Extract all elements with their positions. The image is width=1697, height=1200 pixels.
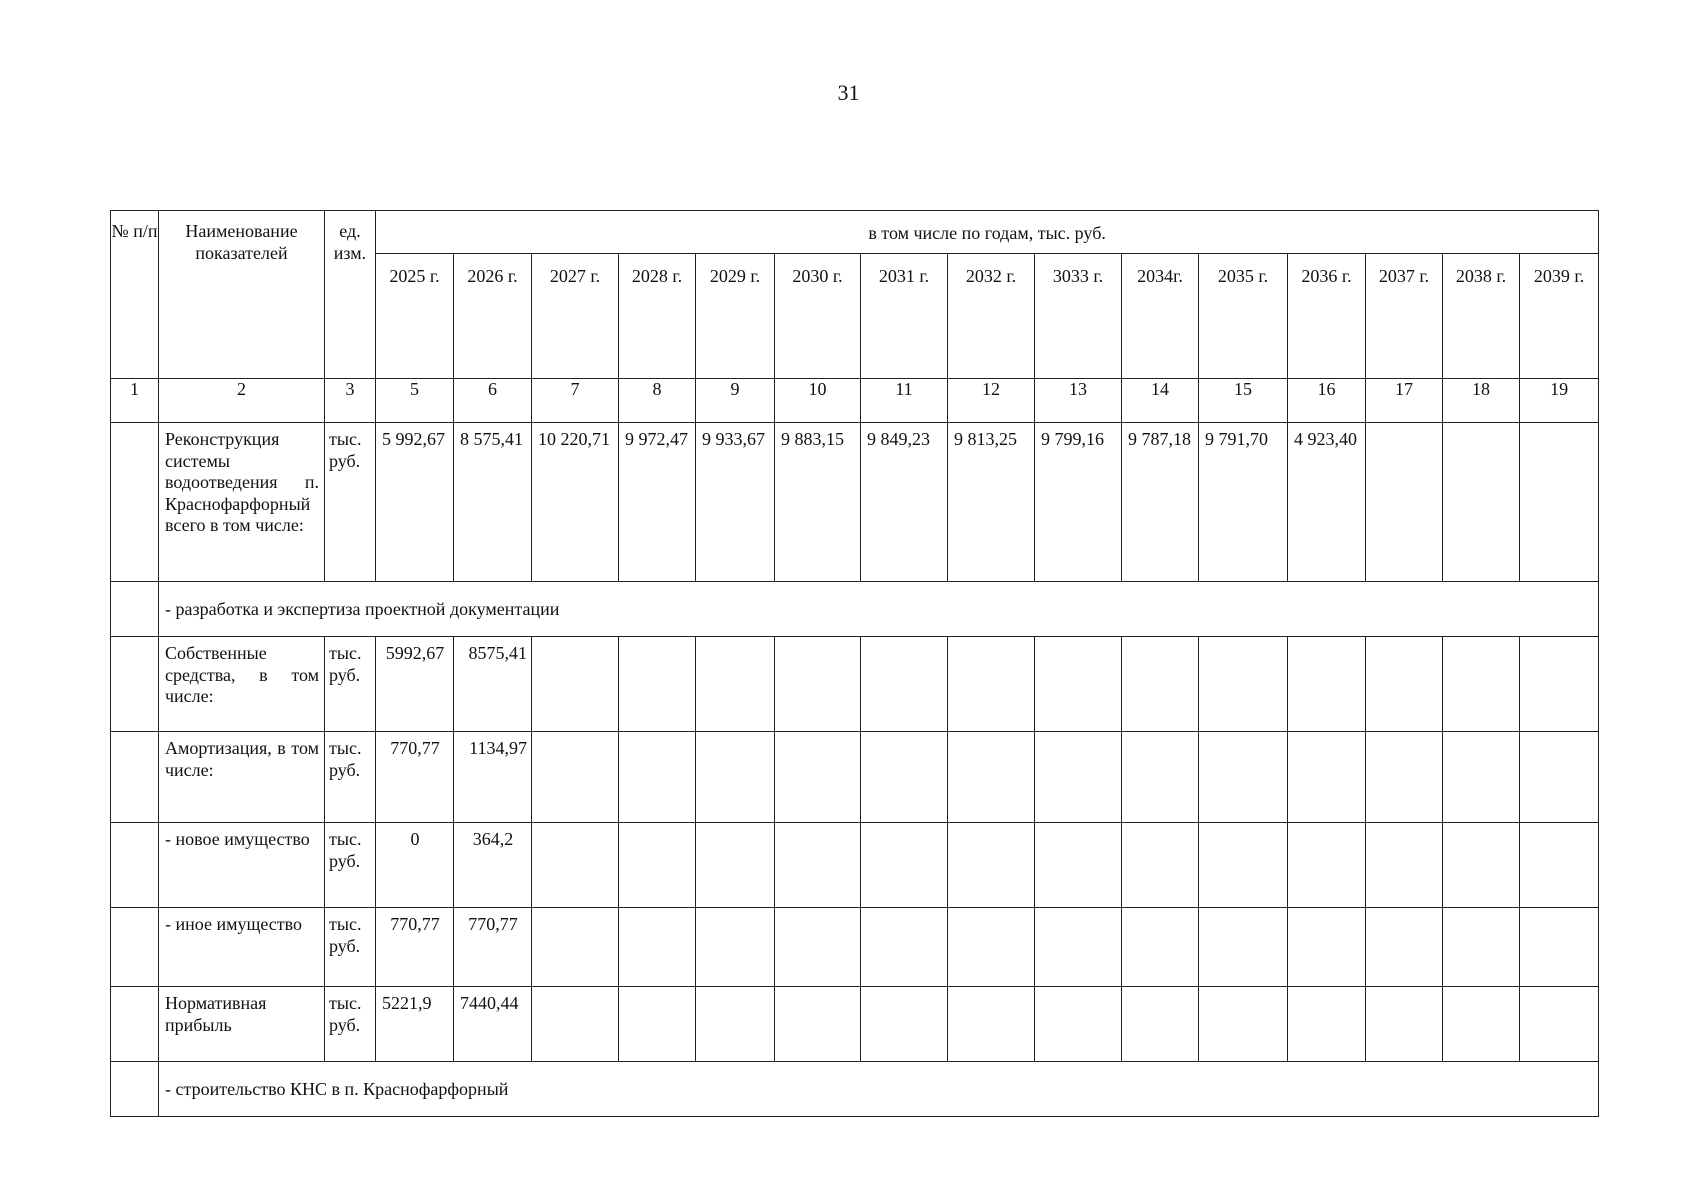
row-number-cell (111, 423, 159, 582)
row-unit: тыс. руб. (325, 732, 376, 823)
value-cell: 10 220,71 (532, 423, 619, 582)
row-number-cell (111, 732, 159, 823)
row-unit: тыс. руб. (325, 823, 376, 908)
empty-cell (696, 732, 775, 823)
year-header: 2037 г. (1366, 254, 1443, 379)
empty-cell (1366, 908, 1443, 987)
empty-cell (696, 908, 775, 987)
value-cell (1366, 423, 1443, 582)
year-header: 2035 г. (1199, 254, 1288, 379)
empty-cell (1199, 823, 1288, 908)
row-number-cell (111, 987, 159, 1062)
empty-cell (1520, 908, 1599, 987)
header-years-caption: в том числе по годам, тыс. руб. (376, 211, 1599, 254)
table-row (111, 823, 1599, 908)
empty-cell (948, 908, 1035, 987)
table-row (111, 987, 1599, 1062)
empty-cell (1366, 823, 1443, 908)
value-cell: 8575,41 (454, 637, 532, 732)
empty-cell (948, 637, 1035, 732)
header-name: Наименование показателей (159, 211, 325, 379)
column-number: 18 (1443, 379, 1520, 423)
row-number-cell (111, 582, 159, 637)
value-cell: 8 575,41 (454, 423, 532, 582)
empty-cell (1443, 908, 1520, 987)
empty-cell (1288, 732, 1366, 823)
empty-cell (696, 823, 775, 908)
empty-cell (1122, 637, 1199, 732)
empty-cell (619, 908, 696, 987)
empty-cell (948, 987, 1035, 1062)
column-number: 16 (1288, 379, 1366, 423)
row-name: Реконструкция системы водоотведения п. Краснофарфорный всего в том числе: (159, 423, 325, 582)
value-cell: 9 787,18 (1122, 423, 1199, 582)
column-number: 3 (325, 379, 376, 423)
year-header: 2038 г. (1443, 254, 1520, 379)
column-number: 19 (1520, 379, 1599, 423)
year-header: 2025 г. (376, 254, 454, 379)
empty-cell (1122, 908, 1199, 987)
value-cell: 0 (376, 823, 454, 908)
empty-cell (1035, 637, 1122, 732)
empty-cell (1520, 732, 1599, 823)
year-header: 2029 г. (696, 254, 775, 379)
empty-cell (861, 637, 948, 732)
value-cell: 770,77 (376, 908, 454, 987)
empty-cell (775, 732, 861, 823)
value-cell: 770,77 (376, 732, 454, 823)
value-cell: 770,77 (454, 908, 532, 987)
row-unit: тыс. руб. (325, 908, 376, 987)
row-unit: тыс. руб. (325, 637, 376, 732)
row-number-cell (111, 1062, 159, 1117)
value-cell: 4 923,40 (1288, 423, 1366, 582)
value-cell: 7440,44 (454, 987, 532, 1062)
column-number: 6 (454, 379, 532, 423)
empty-cell (1199, 637, 1288, 732)
empty-cell (1288, 908, 1366, 987)
value-cell: 9 933,67 (696, 423, 775, 582)
empty-cell (861, 823, 948, 908)
section-title: - строительство КНС в п. Краснофарфорный (159, 1062, 1599, 1117)
value-cell: 9 883,15 (775, 423, 861, 582)
empty-cell (1443, 823, 1520, 908)
year-header: 2027 г. (532, 254, 619, 379)
column-number: 1 (111, 379, 159, 423)
section-title: - разработка и экспертиза проектной документации (159, 582, 1599, 637)
row-unit: тыс. руб. (325, 987, 376, 1062)
empty-cell (1520, 987, 1599, 1062)
year-header: 2032 г. (948, 254, 1035, 379)
section-row (111, 582, 1599, 637)
empty-cell (775, 908, 861, 987)
empty-cell (948, 823, 1035, 908)
empty-cell (861, 908, 948, 987)
header-row (111, 211, 1599, 254)
empty-cell (1288, 823, 1366, 908)
value-cell: 9 972,47 (619, 423, 696, 582)
value-cell (1520, 423, 1599, 582)
value-cell: 1134,97 (454, 732, 532, 823)
empty-cell (948, 732, 1035, 823)
section-row (111, 1062, 1599, 1117)
column-number: 5 (376, 379, 454, 423)
value-cell: 5 992,67 (376, 423, 454, 582)
year-header: 2030 г. (775, 254, 861, 379)
empty-cell (1288, 637, 1366, 732)
empty-cell (696, 987, 775, 1062)
value-cell: 9 849,23 (861, 423, 948, 582)
empty-cell (619, 823, 696, 908)
value-cell: 5992,67 (376, 637, 454, 732)
empty-cell (1199, 908, 1288, 987)
row-name: Собственные средства, в том числе: (159, 637, 325, 732)
row-name: Амортизация, в том числе: (159, 732, 325, 823)
empty-cell (1366, 987, 1443, 1062)
row-number-cell (111, 637, 159, 732)
column-number: 11 (861, 379, 948, 423)
empty-cell (1520, 823, 1599, 908)
empty-cell (532, 823, 619, 908)
table-row (111, 908, 1599, 987)
year-header: 2028 г. (619, 254, 696, 379)
year-header: 2026 г. (454, 254, 532, 379)
column-number: 13 (1035, 379, 1122, 423)
column-number: 7 (532, 379, 619, 423)
empty-cell (619, 987, 696, 1062)
column-number: 8 (619, 379, 696, 423)
row-unit: тыс. руб. (325, 423, 376, 582)
empty-cell (1035, 908, 1122, 987)
empty-cell (619, 732, 696, 823)
empty-cell (861, 732, 948, 823)
empty-cell (1199, 732, 1288, 823)
empty-cell (696, 637, 775, 732)
header-unit: ед. изм. (325, 211, 376, 379)
empty-cell (1035, 732, 1122, 823)
row-name: - новое имущество (159, 823, 325, 908)
value-cell: 9 813,25 (948, 423, 1035, 582)
year-header: 2036 г. (1288, 254, 1366, 379)
page-number: 31 (837, 80, 860, 105)
empty-cell (1035, 823, 1122, 908)
empty-cell (1288, 987, 1366, 1062)
table-row (111, 637, 1599, 732)
value-cell: 9 791,70 (1199, 423, 1288, 582)
table-row (111, 423, 1599, 582)
column-number: 15 (1199, 379, 1288, 423)
empty-cell (532, 987, 619, 1062)
empty-cell (1443, 637, 1520, 732)
row-number-cell (111, 908, 159, 987)
column-number-row (111, 379, 1599, 423)
row-name: - иное имущество (159, 908, 325, 987)
column-number: 12 (948, 379, 1035, 423)
empty-cell (775, 987, 861, 1062)
empty-cell (1122, 987, 1199, 1062)
empty-cell (1366, 637, 1443, 732)
empty-cell (1443, 732, 1520, 823)
empty-cell (775, 823, 861, 908)
empty-cell (775, 637, 861, 732)
empty-cell (532, 732, 619, 823)
column-number: 10 (775, 379, 861, 423)
investment-table (110, 210, 1599, 1117)
column-number: 2 (159, 379, 325, 423)
table-row (111, 732, 1599, 823)
column-number: 14 (1122, 379, 1199, 423)
row-name: Нормативная прибыль (159, 987, 325, 1062)
empty-cell (861, 987, 948, 1062)
empty-cell (1122, 732, 1199, 823)
year-header: 2031 г. (861, 254, 948, 379)
year-header: 2034г. (1122, 254, 1199, 379)
row-number-cell (111, 823, 159, 908)
empty-cell (1520, 637, 1599, 732)
empty-cell (619, 637, 696, 732)
value-cell (1443, 423, 1520, 582)
column-number: 9 (696, 379, 775, 423)
value-cell: 5221,9 (376, 987, 454, 1062)
column-number: 17 (1366, 379, 1443, 423)
year-header: 3033 г. (1035, 254, 1122, 379)
empty-cell (1122, 823, 1199, 908)
empty-cell (532, 908, 619, 987)
header-number: № п/п (111, 211, 159, 379)
empty-cell (1366, 732, 1443, 823)
value-cell: 9 799,16 (1035, 423, 1122, 582)
empty-cell (532, 637, 619, 732)
empty-cell (1035, 987, 1122, 1062)
year-header: 2039 г. (1520, 254, 1599, 379)
empty-cell (1199, 987, 1288, 1062)
value-cell: 364,2 (454, 823, 532, 908)
empty-cell (1443, 987, 1520, 1062)
